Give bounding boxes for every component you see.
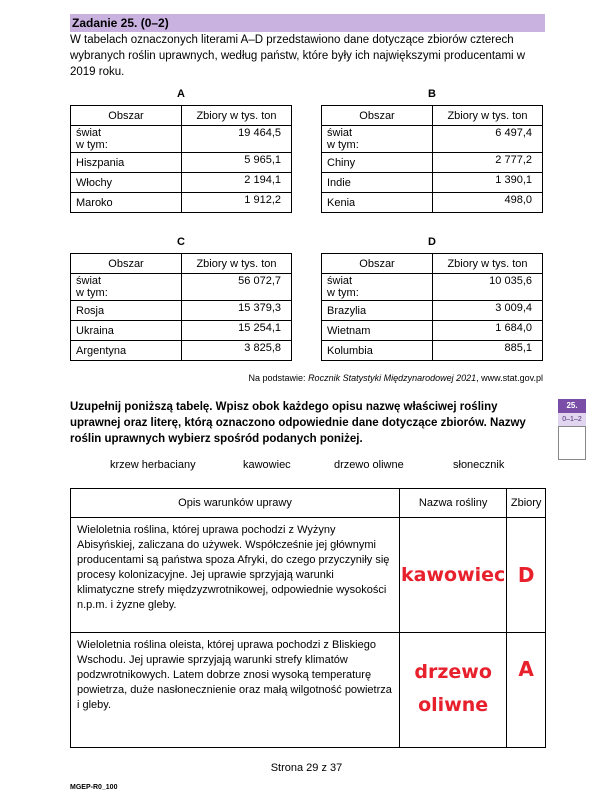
table-d-label: D [428,236,436,248]
intro-text: W tabelach oznaczonych literami A–D przedstawiono dane dotyczące zbiorów czterech wybranych roślin uprawnych, według państw, które były ich największymi producentami w 2019 roku. [70,34,526,78]
table-row [322,173,543,193]
table-row [71,301,292,321]
world-value: 56 072,7 [182,274,292,301]
table-b-label: B [428,88,436,100]
header-plant: Nazwa rośliny [400,489,507,518]
handwritten-plant: drzewo [414,661,492,683]
plant-answer-cell[interactable] [400,518,507,633]
table-a-label: A [177,88,185,100]
word-option: drzewo oliwne [334,459,404,471]
score-box[interactable] [558,426,586,460]
country: Maroko [71,193,182,213]
table-row [322,193,543,213]
country: Włochy [71,173,182,193]
world-label: świat [327,127,353,139]
world-sub: w tym: [76,139,108,151]
world-label: świat [76,275,102,287]
country: Kenia [322,193,433,213]
table-c [70,253,292,361]
world-cell [322,126,433,153]
side-score-scale: 0–1–2 [558,413,586,426]
country: Kolumbia [322,341,433,361]
side-task-number: 25. [558,399,586,413]
value: 1 912,2 [182,193,292,213]
value: 15 379,3 [182,301,292,321]
world-cell [71,274,182,301]
col-header-area: Obszar [322,106,433,126]
col-header-area: Obszar [71,254,182,274]
table-b [321,105,543,213]
handwritten-letter: A [518,657,534,681]
handwritten-plant: kawowiec [401,564,506,586]
country: Brazylia [322,301,433,321]
table-row [322,153,543,173]
source-suffix: , www.stat.gov.pl [476,373,543,383]
table-row [322,321,543,341]
world-label: świat [327,275,353,287]
table-row [71,173,292,193]
value: 885,1 [433,341,543,361]
value: 5 965,1 [182,153,292,173]
col-header-area: Obszar [71,106,182,126]
table-row [322,341,543,361]
value: 498,0 [433,193,543,213]
world-value: 6 497,4 [433,126,543,153]
world-label: świat [76,127,102,139]
world-cell [322,274,433,301]
world-cell [71,126,182,153]
world-sub: w tym: [327,287,359,299]
task-instruction: Uzupełnij poniższą tabelę. Wpisz obok każdego opisu nazwę właściwej rośliny uprawnej oraz literę, którą oznaczono odpowiednie dane dotyczące zbiorów. Nazwy roślin uprawnych wybierz spośród podanych poniżej. [70,401,526,445]
table-a [70,105,292,213]
description-cell: Wieloletnia roślina oleista, której uprawa pochodzi z Bliskiego Wschodu. Jej uprawie sprzyjają warunki strefy klimatów podzwrotnikowych. Latem dobrze znosi wysoką temperaturę powietrza, duże nasłonecznienie oraz małą wilgotność powietrza i gleby. [71,633,400,748]
exam-code: MGEP-R0_100 [70,784,118,791]
col-header-harvest: Zbiory w tys. ton [433,106,543,126]
country: Hiszpania [71,153,182,173]
country: Ukraina [71,321,182,341]
plant-answer-cell[interactable] [400,633,507,748]
handwritten-plant-line2: oliwne [418,694,489,716]
word-option: kawowiec [243,459,291,471]
letter-answer-cell[interactable] [507,633,546,748]
col-header-area: Obszar [322,254,433,274]
country: Chiny [322,153,433,173]
col-header-harvest: Zbiory w tys. ton [182,106,292,126]
col-header-harvest: Zbiory w tys. ton [433,254,543,274]
letter-answer-cell[interactable] [507,518,546,633]
country: Argentyna [71,341,182,361]
table-row [322,301,543,321]
word-option: słonecznik [453,459,505,471]
value: 1 684,0 [433,321,543,341]
country: Rosja [71,301,182,321]
header-letter: Zbiory [507,489,546,518]
value: 2 777,2 [433,153,543,173]
table-row [71,633,546,748]
table-c-label: C [177,236,185,248]
world-value: 19 464,5 [182,126,292,153]
value: 1 390,1 [433,173,543,193]
task-title: Zadanie 25. (0–2) [72,16,169,30]
table-d [321,253,543,361]
country: Wietnam [322,321,433,341]
world-sub: w tym: [76,287,108,299]
table-row [71,153,292,173]
table-row [71,193,292,213]
table-row [71,321,292,341]
source-note [249,373,543,383]
handwritten-letter: D [517,563,535,587]
page-number: Strona 29 z 37 [270,762,343,774]
table-row [71,518,546,633]
table-row [71,341,292,361]
country: Indie [322,173,433,193]
world-value: 10 035,6 [433,274,543,301]
answer-table [70,488,546,748]
value: 2 194,1 [182,173,292,193]
source-title: Rocznik Statystyki Międzynarodowej 2021 [308,373,477,383]
world-sub: w tym: [327,139,359,151]
col-header-harvest: Zbiory w tys. ton [182,254,292,274]
header-description: Opis warunków uprawy [71,489,400,518]
source-prefix: Na podstawie: [248,373,309,383]
value: 3 825,8 [182,341,292,361]
description-cell: Wieloletnia roślina, której uprawa pochodzi z Wyżyny Abisyńskiej, zaliczana do używek. Współcześnie jej głównymi producentami są państwa spoza Afryki, do czego przyczyniły się procesy kolonizacyjne. Jej uprawie sprzyjają warunki klimatyczne strefy międzyzwrotnikowej, odpowiednie wysokości n.p.m. i żyzne gleby. [71,518,400,633]
value: 15 254,1 [182,321,292,341]
value: 3 009,4 [433,301,543,321]
word-option: krzew herbaciany [110,459,196,471]
